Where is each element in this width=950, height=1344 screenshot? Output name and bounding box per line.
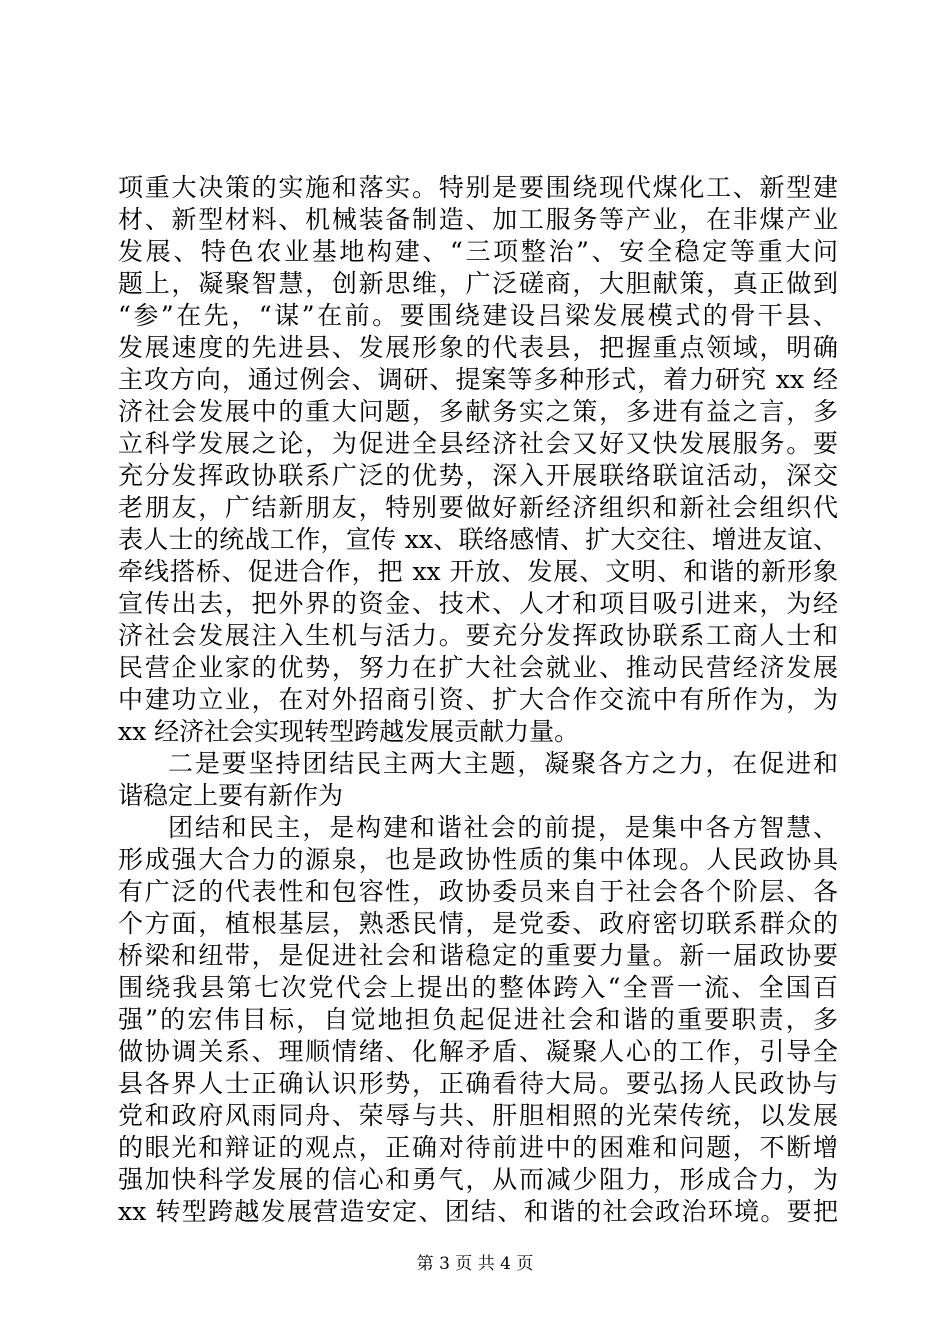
text-line: 围绕我县第七次党代会上提出的整体跨入“全晋一流、全国百: [118, 973, 838, 1002]
text-line: 桥梁和纽带，是促进社会和谐稳定的重要力量。新一届政协要: [118, 941, 838, 970]
text-line: 宣传出去，把外界的资金、技术、人才和项目吸引进来，为经: [118, 589, 838, 618]
text-line: 做协调关系、理顺情绪、化解矛盾、凝聚人心的工作，引导全: [118, 1037, 838, 1066]
text-line: 强”的宏伟目标，自觉地担负起促进社会和谐的重要职责，多: [118, 1005, 838, 1034]
document-body: [118, 172, 838, 1228]
text-line: 民营企业家的优势，努力在扩大社会就业、推动民营经济发展: [118, 653, 838, 682]
text-line: 立科学发展之论，为促进全县经济社会又好又快发展服务。要: [118, 429, 838, 458]
text-line: 济社会发展中的重大问题，多献务实之策，多进有益之言，多: [118, 397, 838, 426]
text-line: 县各界人士正确认识形势，正确看待大局。要弘扬人民政协与: [118, 1069, 838, 1098]
text-line: 团结和民主，是构建和谐社会的前提，是集中各方智慧、: [168, 813, 838, 842]
text-line: 中建功立业，在对外招商引资、扩大合作交流中有所作为，为: [118, 685, 838, 714]
text-line: 题上，凝聚智慧，创新思维，广泛磋商，大胆献策，真正做到: [118, 269, 838, 298]
text-line: 发展速度的先进县、发展形象的代表县，把握重点领域，明确: [118, 333, 838, 362]
text-line: 党和政府风雨同舟、荣辱与共、肝胆相照的光荣传统，以发展: [118, 1101, 838, 1130]
text-line: 强加快科学发展的信心和勇气，从而减少阻力，形成合力，为: [118, 1165, 838, 1194]
text-line: xx 转型跨越发展营造安定、团结、和谐的社会政治环境。要把: [118, 1197, 838, 1226]
text-line: xx 经济社会实现转型跨越发展贡献力量。: [118, 717, 580, 746]
text-line: 老朋友，广结新朋友，特别要做好新经济组织和新社会组织代: [118, 493, 838, 522]
text-line: 主攻方向，通过例会、调研、提案等多种形式，着力研究 xx 经: [118, 365, 838, 394]
text-line: 表人士的统战工作，宣传 xx、联络感情、扩大交往、增进友谊、: [118, 525, 838, 554]
text-line: 发展、特色农业基地构建、“三项整治”、安全稳定等重大问: [118, 237, 838, 266]
text-line: “参”在先，“谋”在前。要围绕建设吕梁发展模式的骨干县、: [118, 301, 838, 330]
page-footer: 第 3 页 共 4 页: [416, 1254, 534, 1274]
text-line: 的眼光和辩证的观点，正确对待前进中的困难和问题，不断增: [118, 1133, 838, 1162]
text-line: 谐稳定上要有新作为: [118, 781, 344, 810]
text-line: 材、新型材料、机械装备制造、加工服务等产业，在非煤产业: [118, 205, 838, 234]
text-line: 形成强大合力的源泉，也是政协性质的集中体现。人民政协具: [118, 845, 838, 874]
text-line: 济社会发展注入生机与活力。要充分发挥政协联系工商人士和: [118, 621, 838, 650]
text-line: 个方面，植根基层，熟悉民情，是党委、政府密切联系群众的: [118, 909, 838, 938]
text-line: 二是要坚持团结民主两大主题，凝聚各方之力，在促进和: [168, 749, 838, 778]
text-line: 牵线搭桥、促进合作，把 xx 开放、发展、文明、和谐的新形象: [118, 557, 838, 586]
text-line: 有广泛的代表性和包容性，政协委员来自于社会各个阶层、各: [118, 877, 838, 906]
text-line: 充分发挥政协联系广泛的优势，深入开展联络联谊活动，深交: [118, 461, 838, 490]
text-line: 项重大决策的实施和落实。特别是要围绕现代煤化工、新型建: [118, 173, 838, 202]
